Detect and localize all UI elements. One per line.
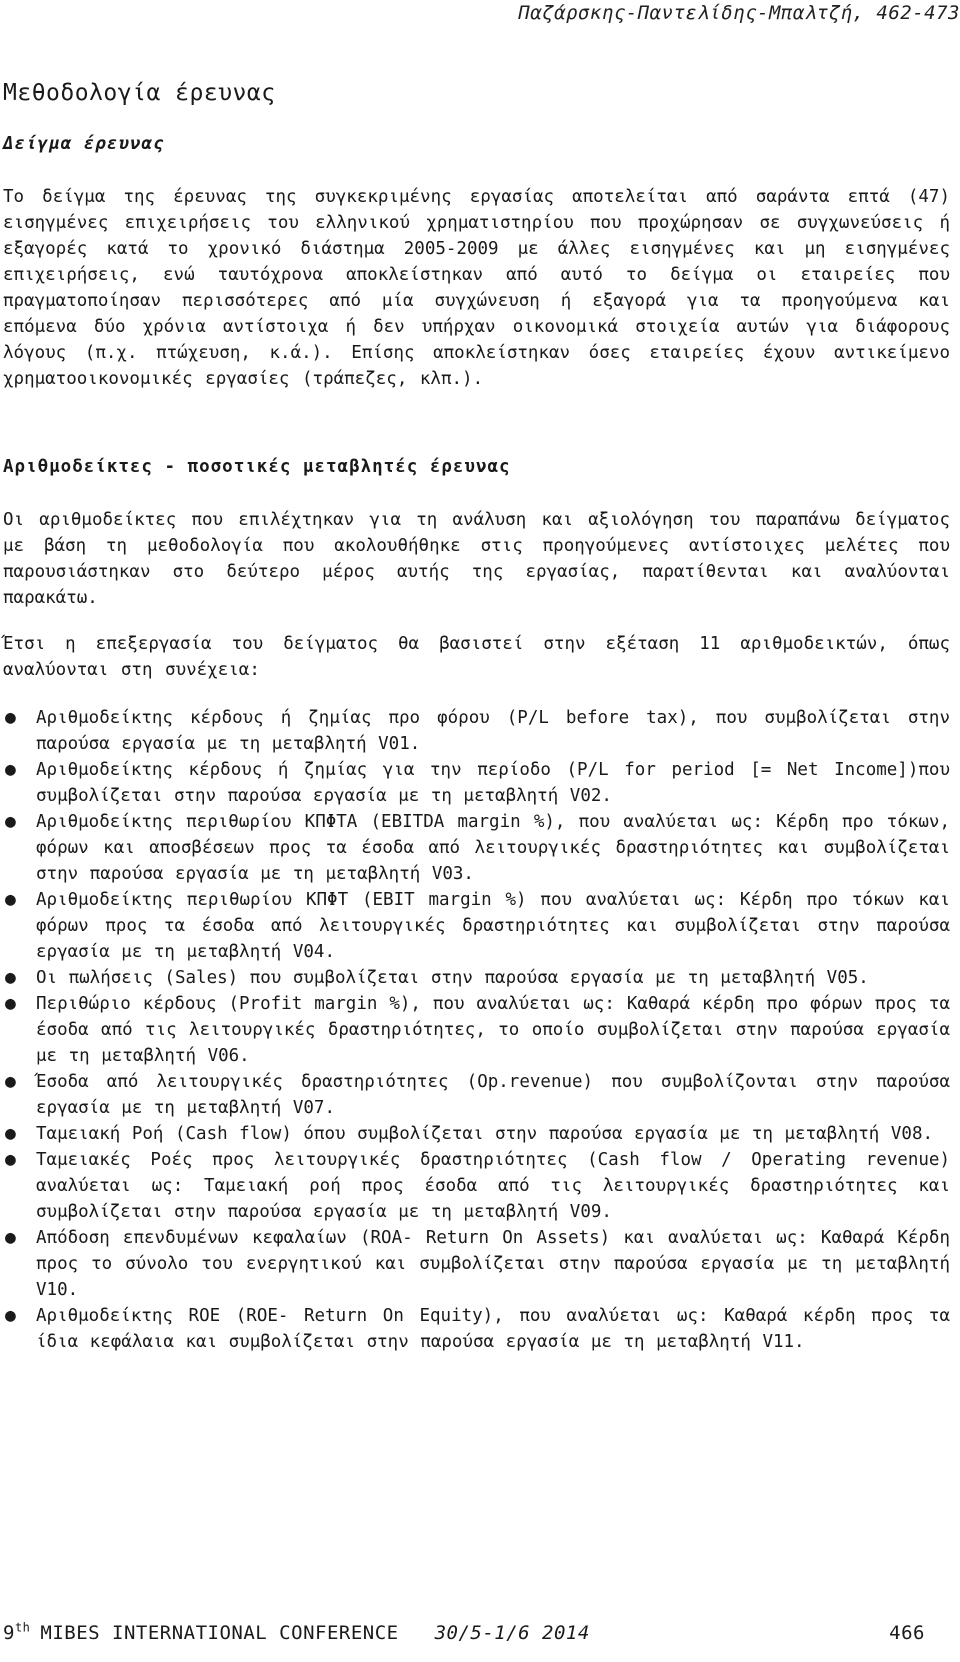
list-item-text: Περιθώριο κέρδους (Profit margin %), που αναλύεται ως: Καθαρά κέρδη προ φόρων προς τα έσοδα από τις λειτουργικές δραστηριότητες, το οποίο συμβολίζεται στην παρούσα εργασία με τη μεταβλητή V06. [36, 994, 950, 1066]
paragraph-sample-description: Το δείγμα της έρευνας της συγκεκριμένης εργασίας αποτελείται από σαράντα επτά (47) εισηγμένες επιχειρήσεις του ελληνικού χρηματιστηρίου που προχώρησαν σε συγχωνεύσεις ή εξαγορές κατά το χρονικό διάστημα 2005-2009 με άλλες εισηγμένες και μη εισηγμένες επιχειρήσεις, ενώ ταυτόχρονα αποκλείστηκαν από αυτό το δείγμα οι εταιρείες που πραγματοποίησαν περισσότερες από μία συγχώνευση ή εξαγορά για τα προηγούμενα και επόμενα δύο χρόνια αντίστοιχα ή δεν υπήρχαν οικονομικά στοιχεία αυτών για διάφορους λόγους (π.χ. πτώχευση, κ.ά.). Επίσης αποκλείστηκαν όσες εταιρείες έχουν αντικείμενο χρηματοοικονομικές εργασίες (τράπεζες, κλπ.). [3, 187, 950, 389]
bullet-icon: ● [5, 707, 16, 728]
list-item [0, 809, 950, 887]
bullet-icon: ● [5, 967, 16, 988]
list-item-text: Οι πωλήσεις (Sales) που συμβολίζεται στην παρούσα εργασία με τη μεταβλητή V05. [36, 968, 869, 988]
list-item [0, 1147, 950, 1225]
running-header: Παζάρσκης-Παντελίδης-Μπαλτζή, 462-473 [518, 2, 960, 24]
ordinal-number: 9 [3, 1622, 15, 1644]
list-item-text: Ταμειακή Ροή (Cash flow) όπου συμβολίζεται στην παρούσα εργασία με τη μεταβλητή V08. [36, 1124, 934, 1144]
list-item-text: Αριθμοδείκτης κέρδους ή ζημίας για την περίοδο (P/L for period [= Net Income])που συμβολίζεται στην παρούσα εργασία με τη μεταβλητή V02. [36, 760, 950, 806]
list-item-text: Αριθμοδείκτης περιθωρίου ΚΠΦΤΑ (EBITDA margin %), που αναλύεται ως: Κέρδη προ τόκων, φόρων και αποσβέσεων προς τα έσοδα από λειτουργικές δραστηριότητες και συμβολίζεται στην παρούσα εργασία με τη μεταβλητή V03. [36, 812, 950, 884]
bullet-icon: ● [5, 889, 16, 910]
list-item [0, 1121, 950, 1147]
list-item-text: Αριθμοδείκτης ROE (ROE- Return On Equity), που αναλύεται ως: Καθαρά κέρδη προς τα ίδια κεφάλαια και συμβολίζεται στην παρούσα εργασία με τη μεταβλητή V11. [36, 1306, 950, 1352]
paragraph-ratios-count: Έτσι η επεξεργασία του δείγματος θα βασιστεί στην εξέταση 11 αριθμοδεικτών, όπως αναλύονται στη συνέχεια: [3, 634, 950, 680]
bullet-icon: ● [5, 759, 16, 780]
conference-ordinal [3, 1622, 30, 1644]
subsection-title-sample: Δείγμα έρευνας [3, 134, 165, 154]
bullet-icon: ● [5, 1071, 16, 1092]
bullet-icon: ● [5, 993, 16, 1014]
page-number: 466 [889, 1622, 925, 1644]
list-item-text: Αριθμοδείκτης περιθωρίου ΚΠΦΤ (EBIT margin %) που αναλύεται ως: Κέρδη προ τόκων και φόρων προς τα έσοδα από λειτουργικές δραστηριότητες και συμβολίζεται στην παρούσα εργασία με τη μεταβλητή V04. [36, 890, 950, 962]
subsection-title-ratios: Αριθμοδείκτες - ποσοτικές μεταβλητές έρευνας [3, 457, 511, 477]
bullet-icon: ● [5, 1123, 16, 1144]
bullet-icon: ● [5, 1227, 16, 1248]
paragraph-ratios-intro: Οι αριθμοδείκτες που επιλέχτηκαν για τη ανάλυση και αξιολόγηση του παραπάνω δείγματος με βάση τη μεθοδολογία που ακολουθήθηκε στις προηγούμενες αντίστοιχες μελέτες που παρουσιάστηκαν στο δεύτερο μέρος αυτής της εργασίας, παρατίθενται και αναλύονται παρακάτω. [3, 510, 950, 608]
bullet-icon: ● [5, 1149, 16, 1170]
ordinal-suffix: th [14, 1620, 31, 1635]
conference-dates: 30/5-1/6 2014 [434, 1622, 590, 1644]
list-item [0, 1225, 950, 1303]
list-item-text: Ταμειακές Ροές προς λειτουργικές δραστηριότητες (Cash flow / Operating revenue) αναλύεται ως: Ταμειακή ροή προς έσοδα από τις λειτουργικές δραστηριότητες και συμβολίζεται στην παρούσα εργασία με τη μεταβλητή V09. [36, 1150, 950, 1222]
ratio-list [0, 705, 950, 1355]
list-item [0, 705, 950, 757]
list-item [0, 757, 950, 809]
list-item [0, 1069, 950, 1121]
list-item [0, 991, 950, 1069]
bullet-icon: ● [5, 1305, 16, 1326]
list-item-text: Αριθμοδείκτης κέρδους ή ζημίας προ φόρου (P/L before tax), που συμβολίζεται στην παρούσα εργασία με τη μεταβλητή V01. [36, 708, 950, 754]
page-footer [3, 1622, 950, 1644]
list-item [0, 887, 950, 965]
bullet-icon: ● [5, 811, 16, 832]
section-title: Μεθοδολογία έρευνας [3, 80, 276, 106]
list-item [0, 1303, 950, 1355]
list-item-text: Έσοδα από λειτουργικές δραστηριότητες (Op.revenue) που συμβολίζονται στην παρούσα εργασία με τη μεταβλητή V07. [36, 1072, 950, 1118]
list-item [0, 965, 950, 991]
list-item-text: Απόδοση επενδυμένων κεφαλαίων (ROA- Return On Assets) και αναλύεται ως: Καθαρά Κέρδη προς το σύνολο του ενεργητικού και συμβολίζεται στην παρούσα εργασία με τη μεταβλητή V10. [36, 1228, 950, 1300]
conference-name: MIBES INTERNATIONAL CONFERENCE [40, 1622, 399, 1644]
